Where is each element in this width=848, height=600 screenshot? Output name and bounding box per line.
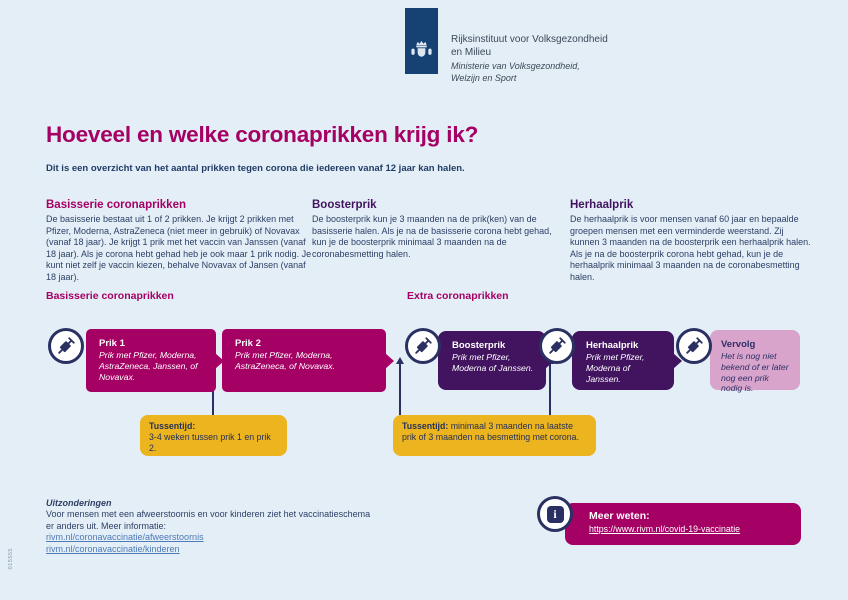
flow-step-desc: Prik met Pfizer, Moderna of Janssen.	[452, 352, 534, 373]
up-arrow	[549, 363, 551, 415]
syringe-badge-prik1	[48, 328, 84, 364]
syringe-icon	[412, 335, 434, 357]
flow-step-title: Vervolg	[721, 339, 756, 350]
more-info-label: Meer weten:	[589, 510, 650, 522]
up-arrow	[399, 363, 401, 415]
flow-step-herhaalprik	[572, 331, 674, 390]
more-info-box	[565, 503, 801, 545]
flow-step-title: Prik 2	[235, 338, 261, 349]
exceptions-heading: Uitzonderingen	[46, 498, 112, 508]
interval-label: Tussentijd:	[149, 421, 196, 431]
flow-step-title: Prik 1	[99, 338, 125, 349]
column-basisserie	[46, 199, 312, 284]
flow-label-extra: Extra coronaprikken	[407, 290, 509, 302]
column-herhaalprik-body: De herhaalprik is voor mensen vanaf 60 jaar en bepaalde groepen mensen met een verminderde weerstand. Zij kunnen 3 maanden na de boosterprik een herhaalprik halen. Als je na de boosterprik corona hebt gehad, kun je de herhaalprik minimaal 3 maanden na de coronabesmetting halen.	[570, 214, 811, 282]
syringe-icon	[55, 335, 77, 357]
flow-step-desc: Prik met Pfizer, Moderna, AstraZeneca, Janssen, of Novavax.	[99, 350, 198, 382]
column-herhaalprik	[570, 199, 812, 284]
column-basisserie-body: De basisserie bestaat uit 1 of 2 prikken. Je krijgt 2 prikken met Pfizer, Moderna, AstraZeneca (niet meer in gebruik) of Novavax (vanaf 18 jaar). Je krijgt 1 prik met het vaccin van Janssen (vanaf 18 jaar). Als je corona hebt gehad heb je ook maar 1 prik nodig. Je kunt niet zelf je vaccin kiezen, behalve Novavax of Jansen (vanaf 18 jaar).	[46, 214, 312, 282]
flow-step-prik1	[86, 329, 216, 392]
syringe-icon	[683, 335, 705, 357]
document-number: 015555	[8, 548, 14, 570]
syringe-badge-booster	[405, 328, 441, 364]
link-afweerstoornis[interactable]: rivm.nl/coronavaccinatie/afweerstoornis	[46, 532, 204, 543]
flow-step-prik2	[222, 329, 386, 392]
flow-step-title: Herhaalprik	[586, 340, 639, 351]
column-boosterprik-body: De boosterprik kun je 3 maanden na de prik(ken) van de basisserie halen. Als je na de basisserie corona hebt gehad, kun je de boosterprik minimaal 3 maanden na de coronabesmetting halen.	[312, 214, 552, 259]
info-icon: i	[547, 506, 564, 523]
column-boosterprik	[312, 199, 566, 260]
rijksoverheid-crest-icon	[409, 36, 434, 66]
flow-step-boosterprik	[438, 331, 546, 390]
flow-step-vervolg	[710, 330, 800, 394]
interval-box-prik1-prik2	[140, 415, 287, 456]
interval-label: Tussentijd:	[402, 421, 449, 431]
column-basisserie-heading: Basisserie coronaprikken	[46, 199, 186, 211]
logo-org-line2: en Milieu	[451, 47, 492, 58]
interval-text: 3-4 weken tussen prik 1 en prik 2.	[149, 432, 271, 453]
page-title: Hoeveel en welke coronaprikken krijg ik?	[46, 122, 479, 147]
flow-step-desc: Het is nog niet bekend of er later nog een prik nodig is.	[721, 351, 789, 394]
column-herhaalprik-heading: Herhaalprik	[570, 199, 634, 211]
more-info-link[interactable]: https://www.rivm.nl/covid-19-vaccinatie	[589, 524, 741, 534]
interval-box-booster-herhaal	[393, 415, 596, 456]
logo-org-line1: Rijksinstituut voor Volksgezondheid	[451, 34, 608, 45]
flow-step-desc: Prik met Pfizer, Moderna of Janssen.	[586, 352, 645, 384]
syringe-badge-herhaal	[539, 328, 575, 364]
info-badge	[537, 496, 573, 532]
exceptions-body: Voor mensen met een afweerstoornis en voor kinderen ziet het vaccinatieschema er anders uit. Meer informatie:	[46, 509, 371, 531]
syringe-icon	[546, 335, 568, 357]
interval-text: minimaal 3 maanden na laatste prik of 3 maanden na besmetting met corona.	[402, 421, 580, 442]
flow-step-desc: Prik met Pfizer, Moderna, AstraZeneca, of Novavax.	[235, 350, 335, 371]
flow-step-title: Boosterprik	[452, 340, 506, 351]
flow-label-basisserie: Basisserie coronaprikken	[46, 290, 174, 302]
logo-wordmark	[451, 33, 608, 84]
exceptions-section	[46, 498, 376, 555]
rivm-logo-flag	[405, 8, 438, 74]
link-kinderen[interactable]: rivm.nl/coronavaccinatie/kinderen	[46, 543, 180, 554]
column-boosterprik-heading: Boosterprik	[312, 199, 377, 211]
logo-ministry-line1: Ministerie van Volksgezondheid,	[451, 61, 580, 71]
logo-ministry-line2: Welzijn en Sport	[451, 72, 517, 83]
page-subtitle: Dit is een overzicht van het aantal prikken tegen corona die iedereen vanaf 12 jaar kan halen.	[46, 163, 465, 174]
syringe-badge-vervolg	[676, 328, 712, 364]
